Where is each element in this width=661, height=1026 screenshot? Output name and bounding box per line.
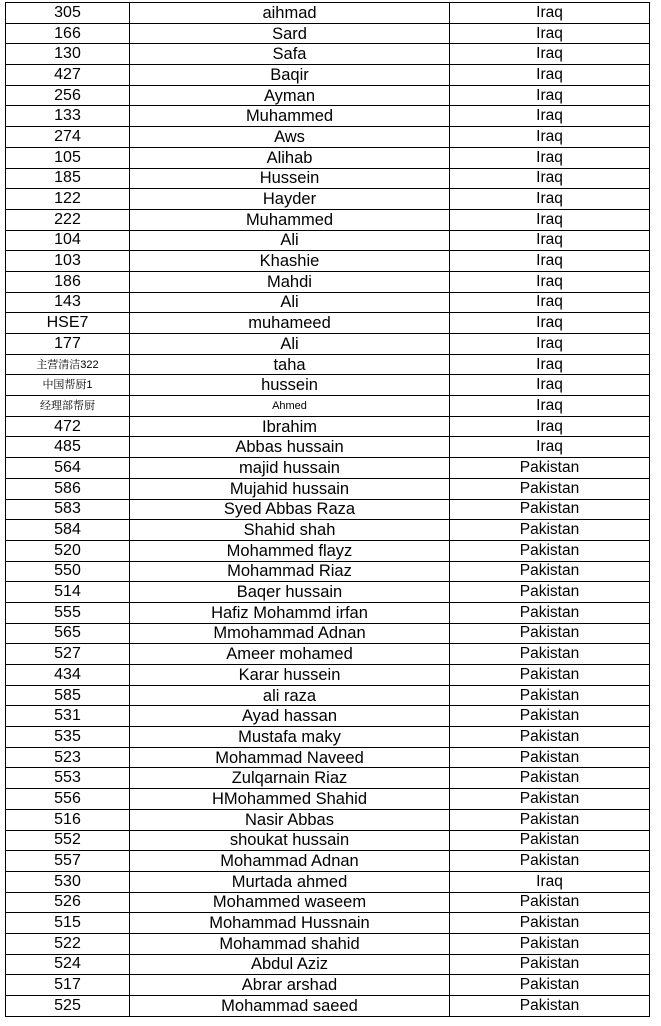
cell-name: Nasir Abbas	[130, 809, 450, 830]
cell-name: Safa	[130, 44, 450, 65]
cell-country: Iraq	[450, 251, 650, 272]
table-row	[6, 44, 650, 65]
cell-country: Pakistan	[450, 768, 650, 789]
cell-id: 585	[6, 685, 130, 706]
cell-name: Mohammad Naveed	[130, 747, 450, 768]
cell-name: Muhammed	[130, 106, 450, 127]
cell-id: 524	[6, 954, 130, 975]
cell-id: 122	[6, 189, 130, 210]
cell-name: Abdul Aziz	[130, 954, 450, 975]
cell-id: 522	[6, 933, 130, 954]
cell-name: Alihab	[130, 147, 450, 168]
table-row	[6, 954, 650, 975]
table-row	[6, 851, 650, 872]
cell-name: Sard	[130, 23, 450, 44]
table-row	[6, 334, 650, 355]
cell-name: taha	[130, 354, 450, 375]
table-row	[6, 209, 650, 230]
table-row	[6, 251, 650, 272]
table-row	[6, 106, 650, 127]
cell-id: 103	[6, 251, 130, 272]
cell-name: Hafiz Mohammd irfan	[130, 602, 450, 623]
cell-id: 133	[6, 106, 130, 127]
cell-id: 525	[6, 996, 130, 1017]
cell-id: 586	[6, 478, 130, 499]
table-row	[6, 644, 650, 665]
roster-table	[5, 2, 650, 1017]
cell-country: Pakistan	[450, 851, 650, 872]
table-row	[6, 271, 650, 292]
table-row	[6, 127, 650, 148]
table-row	[6, 996, 650, 1017]
cell-name: Baqer hussain	[130, 582, 450, 603]
cell-name: Hussein	[130, 168, 450, 189]
cell-name: Hayder	[130, 189, 450, 210]
cell-name: Mohammad Riaz	[130, 561, 450, 582]
cell-name: Ibrahim	[130, 416, 450, 437]
table-row	[6, 582, 650, 603]
cell-name: ali raza	[130, 685, 450, 706]
table-row	[6, 313, 650, 334]
table-row	[6, 623, 650, 644]
cell-name: Ahmed	[130, 396, 450, 417]
table-row	[6, 892, 650, 913]
cell-id: 531	[6, 706, 130, 727]
cell-country: Pakistan	[450, 665, 650, 686]
cell-name: aihmad	[130, 3, 450, 24]
cell-id: 222	[6, 209, 130, 230]
cell-id: 256	[6, 85, 130, 106]
cell-country: Iraq	[450, 127, 650, 148]
cell-country: Iraq	[450, 23, 650, 44]
cell-name: Ayman	[130, 85, 450, 106]
cell-id: 166	[6, 23, 130, 44]
table-row	[6, 230, 650, 251]
cell-name: hussein	[130, 375, 450, 396]
cell-country: Pakistan	[450, 789, 650, 810]
table-row	[6, 685, 650, 706]
cell-id: 520	[6, 540, 130, 561]
cell-country: Pakistan	[450, 644, 650, 665]
cell-name: Mohammed waseem	[130, 892, 450, 913]
cell-name: majid hussain	[130, 458, 450, 479]
cell-country: Pakistan	[450, 892, 650, 913]
cell-country: Pakistan	[450, 685, 650, 706]
cell-country: Iraq	[450, 44, 650, 65]
cell-country: Pakistan	[450, 913, 650, 934]
cell-country: Iraq	[450, 65, 650, 86]
cell-country: Pakistan	[450, 996, 650, 1017]
table-row	[6, 478, 650, 499]
cell-id: 105	[6, 147, 130, 168]
cell-name: Ali	[130, 292, 450, 313]
table-row	[6, 3, 650, 24]
cell-name: Mmohammad Adnan	[130, 623, 450, 644]
cell-name: Ayad hassan	[130, 706, 450, 727]
cell-country: Pakistan	[450, 520, 650, 541]
cell-country: Iraq	[450, 3, 650, 24]
cell-id: 555	[6, 602, 130, 623]
cell-name: Khashie	[130, 251, 450, 272]
table-row	[6, 768, 650, 789]
cell-id: 274	[6, 127, 130, 148]
cell-id: 514	[6, 582, 130, 603]
cell-name: Shahid shah	[130, 520, 450, 541]
cell-name: Mujahid hussain	[130, 478, 450, 499]
cell-country: Pakistan	[450, 830, 650, 851]
cell-id: 517	[6, 975, 130, 996]
cell-id: 472	[6, 416, 130, 437]
table-row	[6, 789, 650, 810]
table-row	[6, 602, 650, 623]
cell-id: 557	[6, 851, 130, 872]
cell-country: Iraq	[450, 292, 650, 313]
cell-name: Mohammed flayz	[130, 540, 450, 561]
cell-name: Aws	[130, 127, 450, 148]
cell-id: 主营清洁322	[6, 354, 130, 375]
cell-id: 556	[6, 789, 130, 810]
cell-id: 中国帮厨1	[6, 375, 130, 396]
cell-country: Iraq	[450, 437, 650, 458]
table-row	[6, 354, 650, 375]
table-row	[6, 540, 650, 561]
cell-id: 535	[6, 727, 130, 748]
cell-id: 550	[6, 561, 130, 582]
table-row	[6, 830, 650, 851]
cell-country: Pakistan	[450, 582, 650, 603]
cell-name: Murtada ahmed	[130, 871, 450, 892]
cell-id: 515	[6, 913, 130, 934]
cell-name: Syed Abbas Raza	[130, 499, 450, 520]
table-row	[6, 913, 650, 934]
cell-id: 584	[6, 520, 130, 541]
table-row	[6, 975, 650, 996]
cell-name: Ameer mohamed	[130, 644, 450, 665]
cell-name: Zulqarnain Riaz	[130, 768, 450, 789]
cell-name: Abbas hussain	[130, 437, 450, 458]
cell-id: 523	[6, 747, 130, 768]
cell-country: Iraq	[450, 147, 650, 168]
table-row	[6, 458, 650, 479]
cell-name: Mustafa maky	[130, 727, 450, 748]
cell-name: shoukat hussain	[130, 830, 450, 851]
table-row	[6, 189, 650, 210]
cell-id: 经理部帮厨	[6, 396, 130, 417]
cell-id: 485	[6, 437, 130, 458]
cell-name: Mohammad Adnan	[130, 851, 450, 872]
cell-country: Iraq	[450, 354, 650, 375]
cell-country: Pakistan	[450, 602, 650, 623]
cell-name: HMohammed Shahid	[130, 789, 450, 810]
cell-id: 564	[6, 458, 130, 479]
cell-country: Pakistan	[450, 623, 650, 644]
cell-id: 527	[6, 644, 130, 665]
cell-country: Iraq	[450, 85, 650, 106]
table-row	[6, 933, 650, 954]
cell-country: Iraq	[450, 230, 650, 251]
table-row	[6, 85, 650, 106]
cell-country: Iraq	[450, 396, 650, 417]
cell-country: Iraq	[450, 871, 650, 892]
cell-country: Pakistan	[450, 561, 650, 582]
cell-id: 530	[6, 871, 130, 892]
cell-id: 427	[6, 65, 130, 86]
cell-name: Baqir	[130, 65, 450, 86]
cell-country: Pakistan	[450, 954, 650, 975]
cell-id: HSE7	[6, 313, 130, 334]
cell-id: 143	[6, 292, 130, 313]
cell-id: 565	[6, 623, 130, 644]
cell-name: Mohammad saeed	[130, 996, 450, 1017]
table-row	[6, 871, 650, 892]
table-row	[6, 147, 650, 168]
cell-country: Iraq	[450, 416, 650, 437]
roster-body	[6, 3, 650, 1017]
cell-name: Karar hussein	[130, 665, 450, 686]
cell-country: Iraq	[450, 106, 650, 127]
cell-country: Iraq	[450, 189, 650, 210]
cell-name: muhameed	[130, 313, 450, 334]
table-row	[6, 809, 650, 830]
table-row	[6, 396, 650, 417]
table-row	[6, 706, 650, 727]
cell-country: Pakistan	[450, 706, 650, 727]
cell-country: Iraq	[450, 334, 650, 355]
cell-id: 177	[6, 334, 130, 355]
cell-id: 185	[6, 168, 130, 189]
cell-country: Iraq	[450, 313, 650, 334]
cell-country: Iraq	[450, 271, 650, 292]
cell-id: 516	[6, 809, 130, 830]
cell-id: 104	[6, 230, 130, 251]
table-row	[6, 747, 650, 768]
cell-id: 305	[6, 3, 130, 24]
cell-country: Pakistan	[450, 809, 650, 830]
cell-country: Pakistan	[450, 540, 650, 561]
table-row	[6, 292, 650, 313]
cell-country: Pakistan	[450, 727, 650, 748]
table-row	[6, 727, 650, 748]
table-row	[6, 437, 650, 458]
table-row	[6, 499, 650, 520]
cell-name: Mahdi	[130, 271, 450, 292]
table-row	[6, 416, 650, 437]
cell-id: 186	[6, 271, 130, 292]
cell-id: 552	[6, 830, 130, 851]
table-row	[6, 520, 650, 541]
cell-name: Mohammad Hussnain	[130, 913, 450, 934]
cell-country: Iraq	[450, 375, 650, 396]
cell-id: 553	[6, 768, 130, 789]
cell-name: Ali	[130, 230, 450, 251]
table-row	[6, 665, 650, 686]
cell-country: Iraq	[450, 168, 650, 189]
table-row	[6, 168, 650, 189]
cell-country: Pakistan	[450, 499, 650, 520]
cell-name: Mohammad shahid	[130, 933, 450, 954]
cell-id: 583	[6, 499, 130, 520]
cell-country: Pakistan	[450, 933, 650, 954]
cell-country: Pakistan	[450, 478, 650, 499]
cell-country: Pakistan	[450, 747, 650, 768]
cell-country: Pakistan	[450, 975, 650, 996]
cell-id: 130	[6, 44, 130, 65]
cell-country: Iraq	[450, 209, 650, 230]
cell-id: 526	[6, 892, 130, 913]
table-row	[6, 65, 650, 86]
cell-name: Abrar arshad	[130, 975, 450, 996]
cell-name: Ali	[130, 334, 450, 355]
cell-name: Muhammed	[130, 209, 450, 230]
cell-country: Pakistan	[450, 458, 650, 479]
table-row	[6, 375, 650, 396]
cell-id: 434	[6, 665, 130, 686]
table-row	[6, 561, 650, 582]
table-row	[6, 23, 650, 44]
